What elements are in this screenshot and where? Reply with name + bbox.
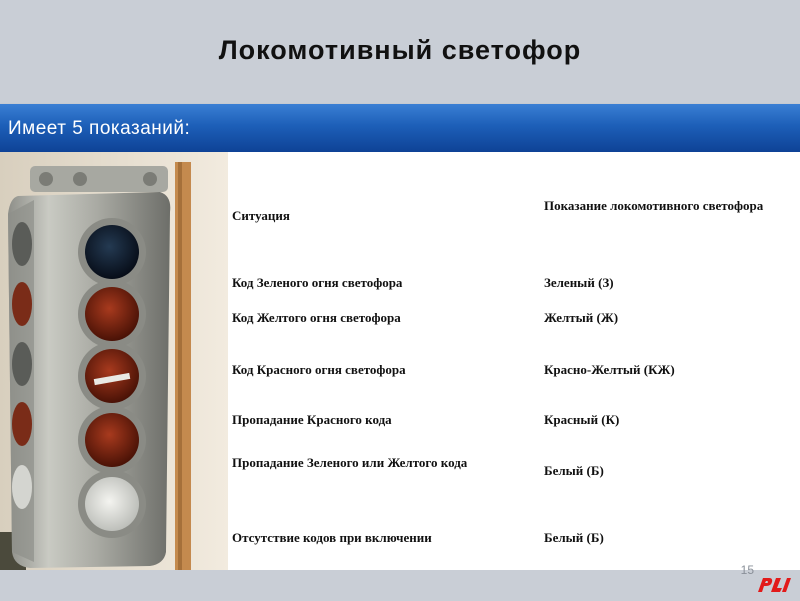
row-situation: Код Красного огня светофора <box>232 362 406 377</box>
row-indication: Красный (К) <box>544 412 620 427</box>
row-indication: Белый (Б) <box>544 463 604 478</box>
rzd-logo-icon <box>756 574 792 596</box>
indication-table <box>228 152 800 570</box>
header-indication: Показание локомотивного светофора <box>544 198 764 213</box>
page-number: 15 <box>740 563 754 577</box>
row-indication: Желтый (Ж) <box>544 310 619 325</box>
row-situation: Код Зеленого огня светофора <box>232 275 403 290</box>
row-situation: Пропадание Зеленого или Желтого кода <box>232 455 468 470</box>
slide-title: Локомотивный светофор <box>218 35 582 65</box>
row-indication: Белый (Б) <box>544 530 604 545</box>
title-area <box>0 0 800 96</box>
subtitle-bar <box>0 104 800 152</box>
row-situation: Код Желтого огня светофора <box>232 310 401 325</box>
subtitle-text: Имеет 5 показаний: <box>8 118 191 139</box>
row-situation: Отсутствие кодов при включении <box>232 530 432 545</box>
footer <box>0 570 800 600</box>
header-situation: Ситуация <box>232 208 290 223</box>
signal-photo-illustration <box>0 152 228 570</box>
row-indication: Красно-Желтый (КЖ) <box>544 362 675 377</box>
row-situation: Пропадание Красного кода <box>232 412 392 427</box>
locomotive-signal-photo <box>0 152 228 570</box>
row-indication: Зеленый (З) <box>544 275 614 290</box>
